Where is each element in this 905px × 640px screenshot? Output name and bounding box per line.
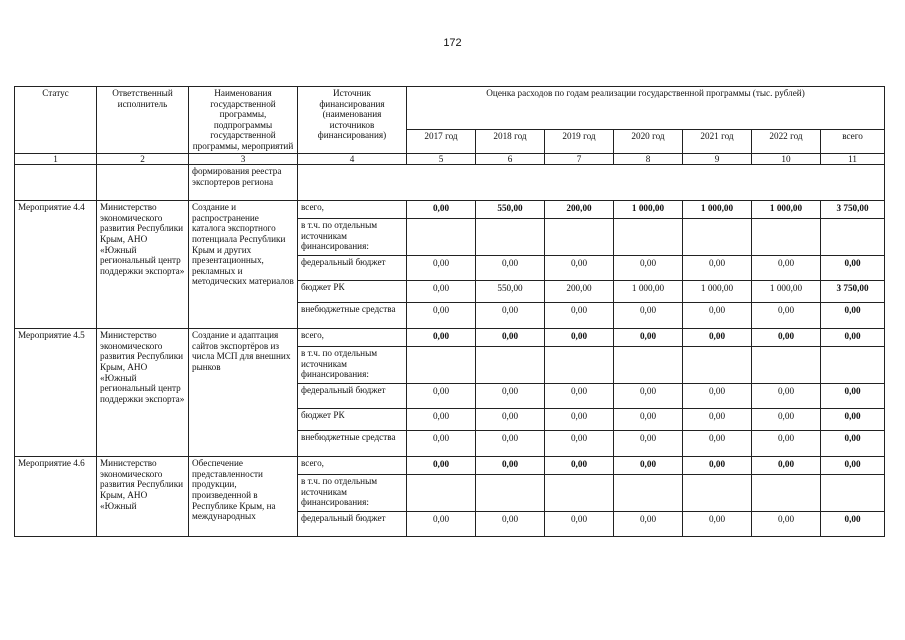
amount-cell	[407, 219, 476, 256]
amount-cell: 0,00	[476, 303, 545, 329]
measure-name: Обеспечение представленности продукции, произведенной в Республике Крым, на международных	[189, 457, 298, 537]
amount-cell	[476, 475, 545, 512]
amount-cell	[821, 347, 885, 384]
amount-cell: 0,00	[821, 409, 885, 431]
amount-cell: 0,00	[821, 384, 885, 409]
amount-cell: 0,00	[476, 256, 545, 281]
continuation-name: формирования реестра экспортеров региона	[189, 165, 298, 201]
amount-cell	[476, 347, 545, 384]
measure-status: Мероприятие 4.4	[15, 201, 97, 329]
amount-cell	[614, 347, 683, 384]
header-name: Наименования государственной программы, подпрограммы государственной программы, мероприятий	[189, 87, 298, 154]
table-body	[15, 153, 885, 537]
amount-cell: 0,00	[407, 384, 476, 409]
funding-source: федеральный бюджет	[298, 384, 407, 409]
amount-cell	[752, 347, 821, 384]
amount-cell: 0,00	[476, 409, 545, 431]
amount-cell: 0,00	[614, 409, 683, 431]
amount-cell: 0,00	[683, 431, 752, 457]
amount-cell: 0,00	[476, 329, 545, 347]
funding-source: федеральный бюджет	[298, 256, 407, 281]
amount-cell: 200,00	[545, 281, 614, 303]
amount-cell	[683, 219, 752, 256]
amount-cell: 0,00	[545, 512, 614, 537]
header-source: Источник финансирования (наименования источников финансирования)	[298, 87, 407, 154]
measure-row	[15, 457, 885, 475]
amount-cell	[545, 475, 614, 512]
amount-cell: 0,00	[821, 329, 885, 347]
amount-cell: 0,00	[545, 409, 614, 431]
amount-cell: 0,00	[752, 303, 821, 329]
amount-cell: 0,00	[545, 384, 614, 409]
amount-cell	[545, 347, 614, 384]
column-number: 4	[298, 153, 407, 165]
measure-status: Мероприятие 4.5	[15, 329, 97, 457]
amount-cell: 0,00	[752, 431, 821, 457]
amount-cell: 0,00	[683, 303, 752, 329]
amount-cell: 0,00	[752, 409, 821, 431]
amount-cell	[545, 219, 614, 256]
amount-cell: 0,00	[614, 303, 683, 329]
amount-cell: 0,00	[683, 409, 752, 431]
amount-cell: 0,00	[821, 256, 885, 281]
measure-executor: Министерство экономического развития Республики Крым, АНО «Южный региональный центр поддержки экспорта»	[97, 201, 189, 329]
measure-row	[15, 201, 885, 219]
column-number: 10	[752, 153, 821, 165]
funding-source: бюджет РК	[298, 281, 407, 303]
funding-source: в т.ч. по отдельным источникам финансирования:	[298, 475, 407, 512]
amount-cell: 1 000,00	[752, 281, 821, 303]
column-number: 8	[614, 153, 683, 165]
amount-cell	[407, 347, 476, 384]
amount-cell: 0,00	[545, 329, 614, 347]
amount-cell: 1 000,00	[614, 281, 683, 303]
header-year: 2022 год	[752, 130, 821, 154]
continuation-status	[15, 165, 97, 201]
amount-cell: 3 750,00	[821, 281, 885, 303]
column-number: 1	[15, 153, 97, 165]
amount-cell: 0,00	[683, 457, 752, 475]
column-numbers-row	[15, 153, 885, 165]
funding-source: федеральный бюджет	[298, 512, 407, 537]
measure-row	[15, 329, 885, 347]
amount-cell: 0,00	[407, 329, 476, 347]
funding-source: всего,	[298, 329, 407, 347]
measure-status: Мероприятие 4.6	[15, 457, 97, 537]
column-number: 3	[189, 153, 298, 165]
amount-cell: 0,00	[407, 303, 476, 329]
amount-cell: 0,00	[407, 431, 476, 457]
amount-cell: 0,00	[545, 256, 614, 281]
amount-cell	[614, 219, 683, 256]
header-year: 2020 год	[614, 130, 683, 154]
measure-name: Создание и адаптация сайтов экспортёров из числа МСП для внешних рынков	[189, 329, 298, 457]
amount-cell: 0,00	[407, 409, 476, 431]
header-year: 2017 год	[407, 130, 476, 154]
amount-cell: 0,00	[683, 512, 752, 537]
amount-cell	[821, 475, 885, 512]
funding-source: всего,	[298, 457, 407, 475]
amount-cell: 0,00	[614, 512, 683, 537]
page-number: 172	[443, 37, 462, 49]
amount-cell: 0,00	[683, 329, 752, 347]
header-year: 2021 год	[683, 130, 752, 154]
amount-cell: 0,00	[821, 303, 885, 329]
amount-cell: 1 000,00	[683, 201, 752, 219]
amount-cell: 1 000,00	[683, 281, 752, 303]
amount-cell: 0,00	[476, 512, 545, 537]
amount-cell	[683, 347, 752, 384]
amount-cell: 0,00	[545, 303, 614, 329]
amount-cell: 0,00	[752, 256, 821, 281]
amount-cell: 0,00	[614, 329, 683, 347]
funding-source: внебюджетные средства	[298, 431, 407, 457]
amount-cell	[821, 219, 885, 256]
amount-cell: 0,00	[407, 201, 476, 219]
column-number: 7	[545, 153, 614, 165]
amount-cell: 0,00	[476, 384, 545, 409]
amount-cell: 0,00	[545, 457, 614, 475]
amount-cell: 1 000,00	[752, 201, 821, 219]
amount-cell: 0,00	[752, 329, 821, 347]
header-year: 2019 год	[545, 130, 614, 154]
header-estimate: Оценка расходов по годам реализации государственной программы (тыс. рублей)	[407, 87, 885, 130]
amount-cell	[476, 219, 545, 256]
amount-cell: 0,00	[614, 431, 683, 457]
amount-cell: 550,00	[476, 201, 545, 219]
measure-executor: Министерство экономического развития Республики Крым, АНО «Южный региональный центр поддержки экспорта»	[97, 329, 189, 457]
amount-cell	[407, 475, 476, 512]
amount-cell: 0,00	[476, 431, 545, 457]
header-executor: Ответственный исполнитель	[97, 87, 189, 154]
funding-source: всего,	[298, 201, 407, 219]
funding-source: в т.ч. по отдельным источникам финансирования:	[298, 347, 407, 384]
amount-cell: 0,00	[821, 457, 885, 475]
amount-cell: 0,00	[407, 457, 476, 475]
amount-cell: 0,00	[752, 512, 821, 537]
amount-cell: 0,00	[614, 384, 683, 409]
amount-cell: 1 000,00	[614, 201, 683, 219]
header-year: всего	[821, 130, 885, 154]
column-number: 11	[821, 153, 885, 165]
measure-executor: Министерство экономического развития Республики Крым, АНО «Южный	[97, 457, 189, 537]
amount-cell: 200,00	[545, 201, 614, 219]
amount-cell: 0,00	[407, 281, 476, 303]
column-number: 6	[476, 153, 545, 165]
budget-table	[14, 86, 885, 537]
continuation-executor	[97, 165, 189, 201]
measure-name: Создание и распространение каталога экспортного потенциала Республики Крым и других презентационных, рекламных и методических материалов	[189, 201, 298, 329]
amount-cell: 0,00	[752, 457, 821, 475]
amount-cell	[752, 219, 821, 256]
amount-cell: 0,00	[407, 512, 476, 537]
column-number: 5	[407, 153, 476, 165]
continuation-values	[298, 165, 885, 201]
continuation-row	[15, 165, 885, 201]
amount-cell	[614, 475, 683, 512]
amount-cell	[683, 475, 752, 512]
funding-source: внебюджетные средства	[298, 303, 407, 329]
amount-cell: 550,00	[476, 281, 545, 303]
header-status: Статус	[15, 87, 97, 154]
amount-cell: 0,00	[614, 256, 683, 281]
amount-cell	[752, 475, 821, 512]
column-number: 2	[97, 153, 189, 165]
amount-cell: 0,00	[752, 384, 821, 409]
amount-cell: 0,00	[407, 256, 476, 281]
amount-cell: 0,00	[683, 384, 752, 409]
table-header	[15, 87, 885, 154]
funding-source: бюджет РК	[298, 409, 407, 431]
amount-cell: 0,00	[545, 431, 614, 457]
amount-cell: 0,00	[476, 457, 545, 475]
amount-cell: 0,00	[821, 512, 885, 537]
column-number: 9	[683, 153, 752, 165]
amount-cell: 0,00	[683, 256, 752, 281]
funding-source: в т.ч. по отдельным источникам финансирования:	[298, 219, 407, 256]
amount-cell: 0,00	[821, 431, 885, 457]
amount-cell: 3 750,00	[821, 201, 885, 219]
amount-cell: 0,00	[614, 457, 683, 475]
header-year: 2018 год	[476, 130, 545, 154]
